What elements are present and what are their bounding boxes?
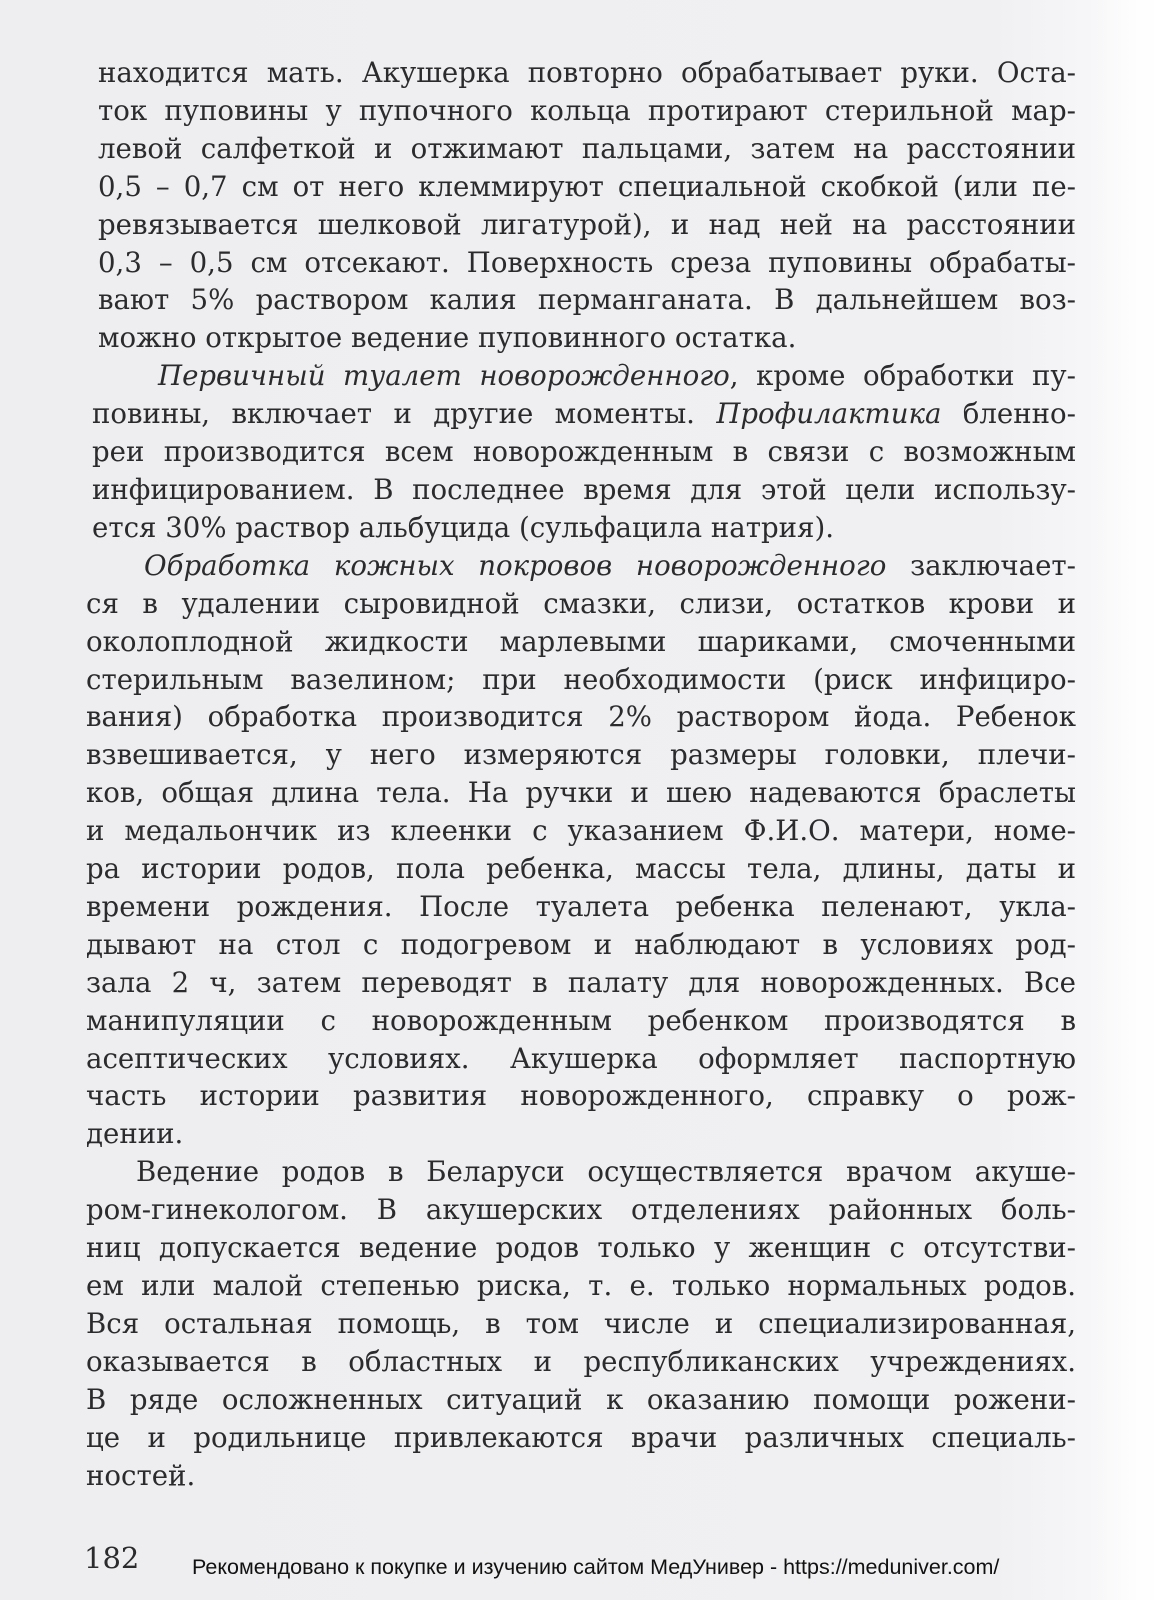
italic-term: Обработка кожных покровов новорожденного xyxy=(144,548,887,582)
text-line: ра истории родов, пола ребенка, массы тела, длины, даты и xyxy=(86,852,1076,886)
text-line: манипуляции с новорожденным ребенком производятся в xyxy=(86,1003,1076,1037)
text-line: ниц допускается ведение родов только у женщин с отсутстви- xyxy=(86,1231,1076,1265)
paragraph-skin-treatment xyxy=(86,547,1076,1154)
italic-term: Первичный туалет новорожденного xyxy=(158,359,730,393)
text-line: ется 30% раствор альбуцида (сульфацила натрия). xyxy=(92,510,834,544)
text-fragment: повины, включает и другие моменты. xyxy=(92,397,717,431)
paragraph-delivery-management xyxy=(86,1153,1076,1494)
paragraph-primary-toilet xyxy=(86,357,1076,547)
text-line: Ведение родов в Беларуси осуществляется врачом акуше- xyxy=(136,1155,1076,1189)
text-line: зала 2 ч, затем переводят в палату для новорожденных. Все xyxy=(86,965,1076,999)
text-line: ся в удалении сыровидной смазки, слизи, остатков крови и xyxy=(86,586,1076,620)
text-fragment: бленно- xyxy=(941,397,1076,431)
text-line: ков, общая длина тела. На ручки и шею надеваются браслеты xyxy=(86,776,1076,810)
body-text xyxy=(86,54,1076,1494)
text-line: ревязывается шелковой лигатурой), и над ней на расстоянии xyxy=(98,207,1076,241)
text-line xyxy=(86,357,1076,395)
text-line: ем или малой степенью риска, т. е. только нормальных родов. xyxy=(86,1269,1076,1302)
page-number: 182 xyxy=(84,1541,140,1575)
text-line: часть истории развития новорожденного, справку о рож- xyxy=(86,1079,1076,1113)
text-line: можно открытое ведение пуповинного остатка. xyxy=(98,321,797,355)
text-line: левой салфеткой и отжимают пальцами, затем на расстоянии xyxy=(98,131,1076,165)
text-line: вания) обработка производится 2% раствором йода. Ребенок xyxy=(86,700,1076,734)
text-line: ток пуповины у пупочного кольца протирают стерильной мар- xyxy=(98,93,1076,127)
text-line: 0,3 – 0,5 см отсекают. Поверхность среза пуповины обрабаты- xyxy=(98,245,1076,279)
text-line: вают 5% раствором калия перманганата. В дальнейшем воз- xyxy=(98,283,1076,317)
text-line: дывают на стол с подогревом и наблюдают в условиях род- xyxy=(86,927,1076,961)
footer-watermark: Рекомендовано к покупке и изучению сайтом МедУнивер - https://meduniver.com/ xyxy=(192,1555,1000,1579)
text-line: реи производится всем новорожденным в связи с возможным xyxy=(92,435,1076,469)
text-line: времени рождения. После туалета ребенка пеленают, укла- xyxy=(86,889,1076,923)
text-line: инфицированием. В последнее время для этой цели использу- xyxy=(92,472,1076,506)
text-line: Вся остальная помощь, в том числе и специализированная, xyxy=(86,1306,1076,1340)
text-line: асептических условиях. Акушерка оформляет паспортную xyxy=(86,1041,1076,1075)
text-line: стерильным вазелином; при необходимости (риск инфициро- xyxy=(86,662,1076,696)
paragraph-umbilical-cord xyxy=(86,54,1076,357)
text-line: дении. xyxy=(86,1117,184,1151)
text-line: оказывается в областных и республиканских учреждениях. xyxy=(86,1344,1076,1378)
text-line: 0,5 – 0,7 см от него клеммируют специальной скобкой (или пе- xyxy=(98,169,1076,203)
text-line: и медальончик из клеенки с указанием Ф.И.О. матери, номе- xyxy=(86,814,1076,848)
text-line xyxy=(86,395,1076,433)
text-line: находится мать. Акушерка повторно обрабатывает руки. Оста- xyxy=(98,56,1076,89)
text-line: взвешивается, у него измеряются размеры головки, плечи- xyxy=(86,738,1076,772)
text-line xyxy=(86,547,1076,585)
text-line: околоплодной жидкости марлевыми шариками, смоченными xyxy=(86,624,1076,658)
page-edge-shade xyxy=(1097,0,1167,1600)
text-line: ностей. xyxy=(86,1458,196,1492)
text-fragment: , кроме обработки пу- xyxy=(729,359,1076,393)
text-line: В ряде осложненных ситуаций к оказанию помощи рожени- xyxy=(86,1382,1076,1416)
text-line: ром-гинекологом. В акушерских отделениях районных боль- xyxy=(86,1193,1076,1227)
text-fragment: заключает- xyxy=(886,548,1076,582)
text-line: це и родильнице привлекаются врачи различных специаль- xyxy=(86,1420,1076,1454)
italic-term: Профилактика xyxy=(716,397,942,431)
